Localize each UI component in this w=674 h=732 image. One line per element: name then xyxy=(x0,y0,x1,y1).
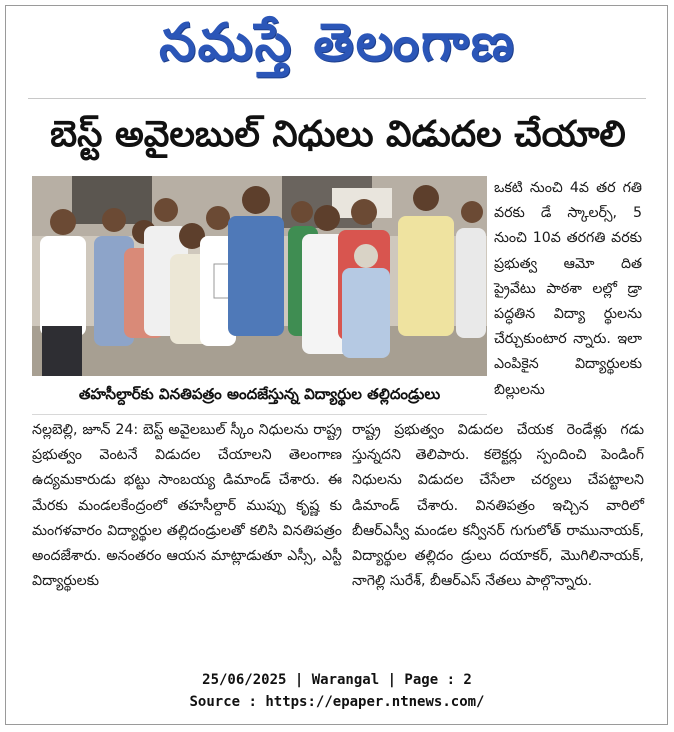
edition-info: 25/06/2025 | Warangal | Page : 2 xyxy=(202,672,472,688)
news-photo xyxy=(32,176,487,376)
group-photo-illustration xyxy=(32,176,487,376)
source-link[interactable]: Source : https://epaper.ntnews.com/ xyxy=(189,694,485,710)
masthead-divider xyxy=(28,98,646,99)
photo-caption: తహసీల్దార్‌కు వినతిపత్రం అందజేస్తున్న విద్యార్థుల తల్లిదండ్రులు xyxy=(32,378,487,415)
masthead-title: నమస్తే తెలంగాణ xyxy=(159,12,516,73)
article-column-left: నల్లబెల్లి, జూన్ 24: బెస్ట్ అవైలబుల్ స్కీం నిధులను రాష్ట్ర ప్రభుత్వం వెంటనే విడుదల చేయాలని తెలంగాణ ఉద్యమకారుడు భట్టు సాంబయ్య డిమాండ్ చేశారు. ఈ మేరకు మండలకేంద్రంలో తహసీల్దార్ ముప్పు కృష్ణ కు మంగళవారం విద్యార్థుల తల్లిదండ్రులతో కలిసి వినతిపత్రం అందజేశారు. అనంతరం ఆయన మాట్లాడుతూ ఎస్సీ, ఎస్టీ విద్యార్థులకు xyxy=(32,422,342,590)
article-column-right-top: ఒకటి నుంచి 4వ తర గతి వరకు డే స్కాలర్స్, 5 నుంచి 10వ తరగతి వరకు ప్రభుత్వ ఆమో దిత ప్రైవేటు పాఠశా లల్లో డ్రా పద్ధతిన విద్యా ర్థులను చేర్చుకుంటార న్నారు. ఇలా ఎంపికైన విద్యార్థులకు బిల్లులను xyxy=(494,180,642,398)
newspaper-masthead xyxy=(60,8,615,90)
article-headline: బెస్ట్ అవైలబుల్ నిధులు విడుదల చేయాలి xyxy=(50,114,626,155)
article-column-right: రాష్ట్ర ప్రభుత్వం విడుదల చేయక రెండేళ్లు గడు స్తున్నదని తెలిపారు. కలెక్టర్లు స్పందించి పెండింగ్ నిధులను విడుదల చేసేలా చర్యలు చేపట్టాలని డిమాండ్ చేశారు. వినతిపత్రం ఇచ్చిన వారిలో బీఆర్ఎస్వీ మండల కన్వీనర్ గుగులోత్ రామునాయక్, విద్యార్థుల తల్లిదం డ్రులు దయాకర్, మొగిలినాయక్, నాగెల్లి సురేశ్, బీఆర్ఎస్ నేతలు పాల్గొన్నారు. xyxy=(352,422,644,590)
